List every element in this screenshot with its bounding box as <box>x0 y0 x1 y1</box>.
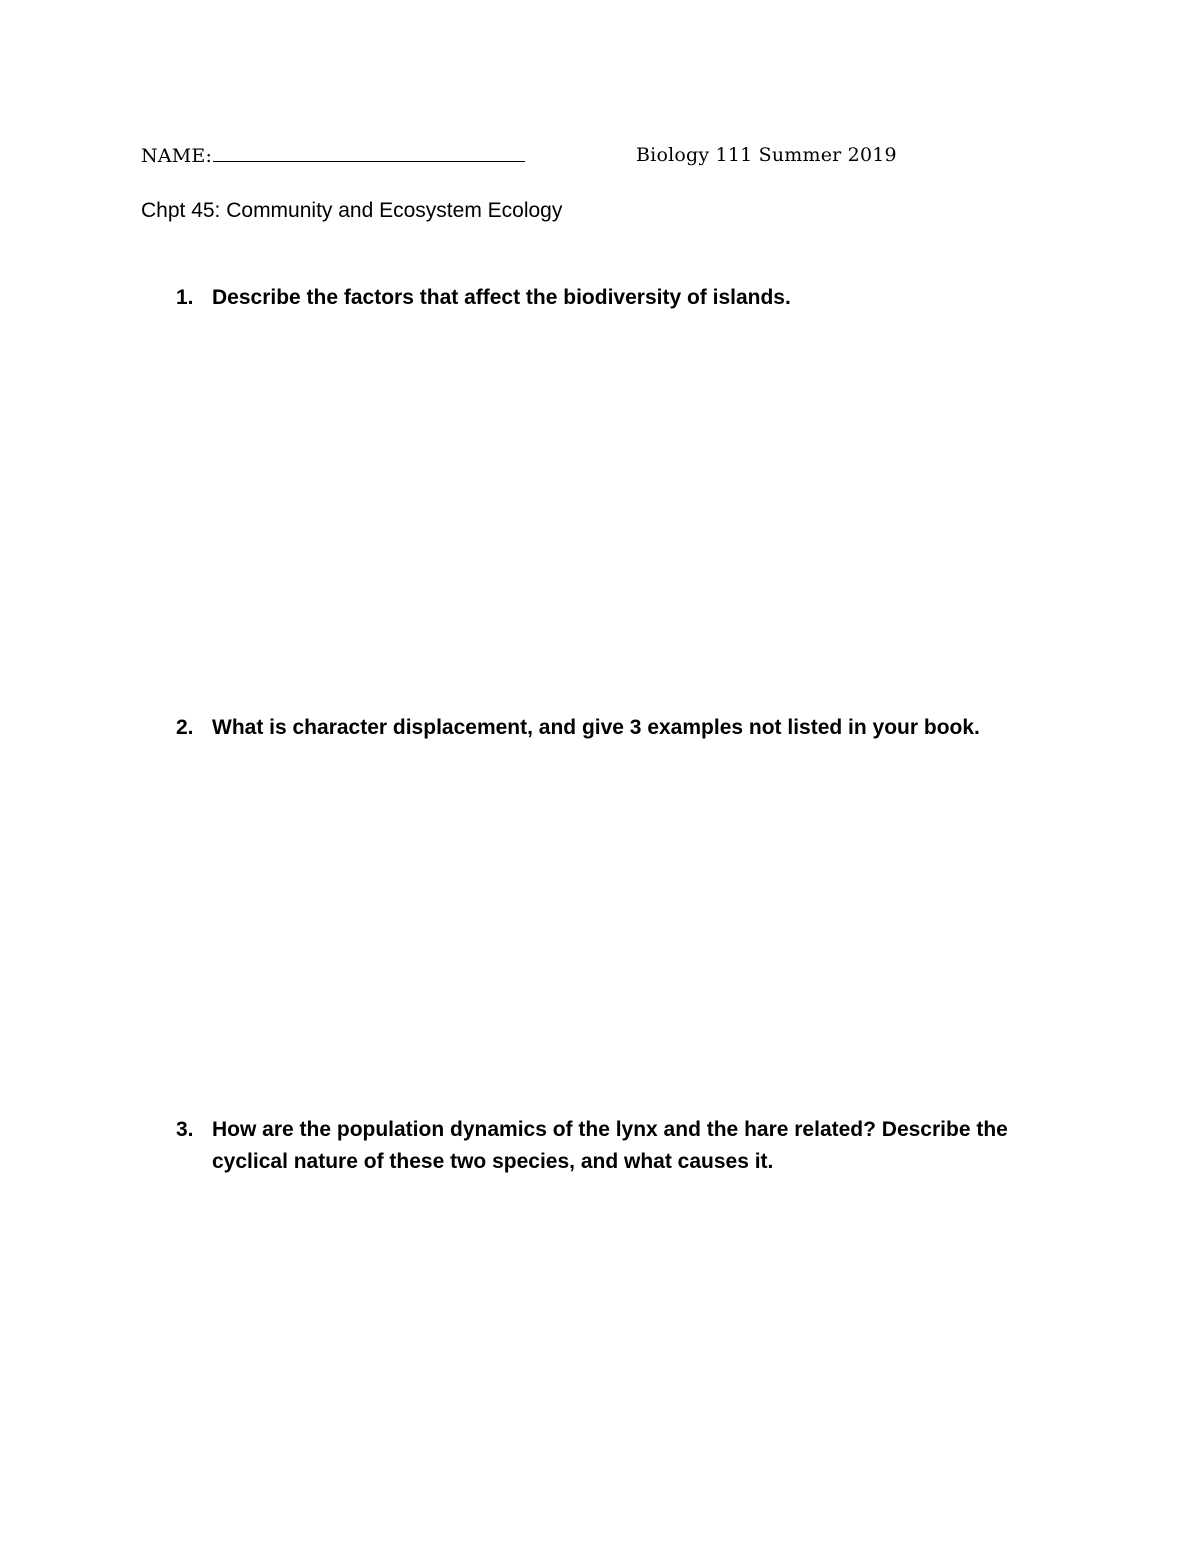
question-number: 1. <box>176 286 194 309</box>
chapter-title: Chpt 45: Community and Ecosystem Ecology <box>141 199 563 222</box>
name-blank-line <box>213 141 525 162</box>
question-text: What is character displacement, and give 3 examples not listed in your book. <box>212 716 980 739</box>
name-field <box>141 141 525 170</box>
question-1 <box>176 282 1076 314</box>
question-text: How are the population dynamics of the lynx and the hare related? Describe the cyclical nature of these two species, and what causes it. <box>212 1118 1008 1173</box>
question-number: 2. <box>176 716 194 739</box>
question-3 <box>176 1114 1076 1178</box>
question-number: 3. <box>176 1118 194 1141</box>
question-2 <box>176 712 1076 744</box>
name-label: NAME: <box>141 145 213 167</box>
question-text: Describe the factors that affect the biodiversity of islands. <box>212 286 791 309</box>
course-title: Biology 111 Summer 2019 <box>636 144 897 166</box>
